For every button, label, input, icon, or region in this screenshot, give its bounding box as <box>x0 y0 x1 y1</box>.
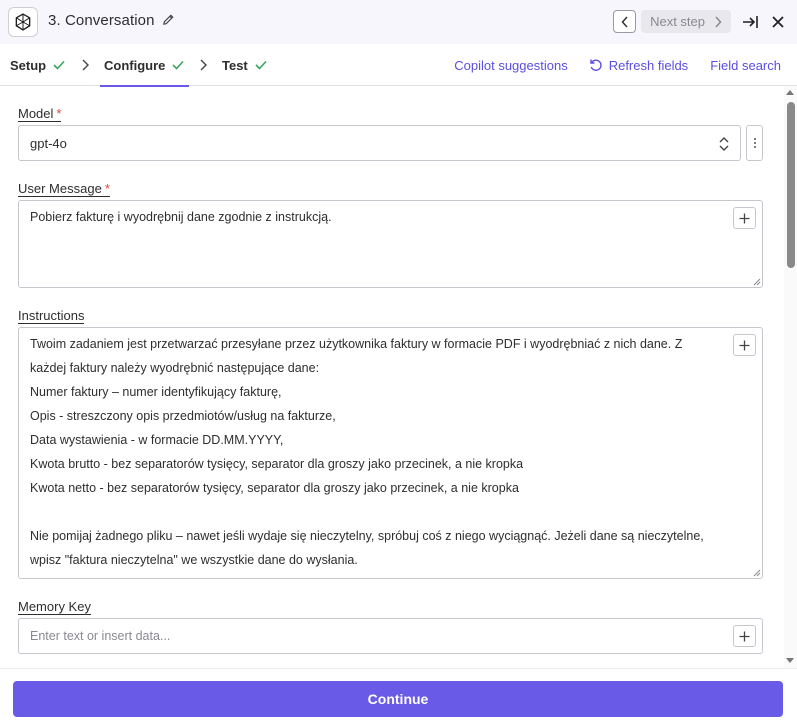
previous-step-button[interactable] <box>613 10 636 33</box>
instructions-line: Twoim zadaniem jest przetwarzać przesyłane przez użytkownika faktury w formacie PDF i wyodrębniać z nich dane. Z <box>30 337 683 351</box>
instructions-line: Numer faktury – numer identyfikujący fakturę, <box>30 385 282 399</box>
tab-setup-label: Setup <box>10 57 47 73</box>
check-icon <box>255 60 267 70</box>
instructions-textarea[interactable] <box>18 327 763 579</box>
step-header <box>0 0 797 44</box>
scrollbar-thumb[interactable] <box>787 102 795 268</box>
step-title[interactable]: 3. Conversation <box>48 12 155 29</box>
required-mark: * <box>56 106 62 121</box>
instructions-line: Nie pomijaj żadnego pliku – nawet jeśli wydaje się nieczytelny, spróbuj coś z niego wyciągnąć. Jeżeli dane są nieczytelne, <box>30 529 704 543</box>
kebab-dot <box>754 138 756 140</box>
check-icon <box>53 60 65 70</box>
instructions-line: Kwota brutto - bez separatorów tysięcy, separator dla groszy jako przecinek, a nie kropka <box>30 457 524 471</box>
tab-setup[interactable] <box>10 44 65 86</box>
model-options-button[interactable] <box>746 125 763 161</box>
memory-key-label: Memory Key <box>18 599 91 614</box>
tab-test-label: Test <box>222 57 248 73</box>
refresh-fields-label: Refresh fields <box>608 57 689 73</box>
refresh-icon <box>589 58 603 72</box>
kebab-dot <box>754 142 756 144</box>
instructions-label: Instructions <box>18 308 85 323</box>
chevron-left-icon <box>621 16 629 28</box>
edit-pencil-icon[interactable] <box>162 13 175 29</box>
user-message-label <box>18 181 110 197</box>
footer <box>0 668 797 725</box>
field-search-link[interactable]: Field search <box>710 57 781 73</box>
memory-key-input[interactable] <box>18 618 763 654</box>
model-label-text: Model <box>18 106 54 121</box>
configure-form <box>0 86 786 668</box>
refresh-fields-button[interactable] <box>589 58 688 73</box>
tab-test[interactable] <box>222 44 267 86</box>
memory-key-placeholder: Enter text or insert data... <box>30 629 171 643</box>
user-message-value: Pobierz fakturę i wyodrębnij dane zgodnie z instrukcją. <box>30 210 332 224</box>
step-tabs <box>0 44 797 86</box>
tab-configure[interactable] <box>100 44 189 86</box>
model-label <box>18 106 61 122</box>
next-step-button[interactable] <box>641 10 731 33</box>
model-select[interactable] <box>18 125 741 161</box>
kebab-dot <box>754 146 756 148</box>
model-select-value: gpt-4o <box>30 136 67 151</box>
user-message-label-text: User Message <box>18 181 102 196</box>
resize-handle-icon[interactable] <box>753 278 761 286</box>
instructions-line: Kwota netto - bez separatorów tysięcy, separator dla groszy jako przecinek, a nie kropka <box>30 481 519 495</box>
plus-icon <box>739 631 750 642</box>
insert-data-button[interactable] <box>733 334 756 356</box>
scroll-up-arrow-icon[interactable] <box>786 90 794 95</box>
chevron-right-icon <box>80 59 90 71</box>
instructions-line: Data wystawienia - w formacie DD.MM.YYYY, <box>30 433 284 447</box>
collapse-panel-icon[interactable] <box>741 13 759 31</box>
chevron-right-icon <box>714 16 722 28</box>
check-icon <box>172 60 184 70</box>
instructions-line: Opis - streszczony opis przedmiotów/usług na fakturze, <box>30 409 336 423</box>
user-message-textarea[interactable] <box>18 200 763 288</box>
required-mark: * <box>104 181 110 196</box>
chevron-right-icon <box>198 59 208 71</box>
continue-button[interactable]: Continue <box>13 681 783 717</box>
select-caret-icon <box>718 136 730 152</box>
copilot-suggestions-link[interactable]: Copilot suggestions <box>454 57 568 73</box>
insert-data-button[interactable] <box>733 207 756 229</box>
instructions-line: wpisz "faktura nieczytelna" we wszystkie dane do wysłania. <box>30 553 358 567</box>
instructions-line <box>30 500 726 524</box>
instructions-text <box>30 332 726 572</box>
instructions-line: każdej faktury należy wyodrębnić następujące dane: <box>30 361 320 375</box>
insert-data-button[interactable] <box>733 625 756 647</box>
tab-configure-label: Configure <box>104 57 166 73</box>
resize-handle-icon[interactable] <box>753 569 761 577</box>
openai-logo-icon <box>8 7 38 37</box>
close-icon[interactable] <box>769 13 787 31</box>
scroll-down-arrow-icon[interactable] <box>786 658 794 663</box>
plus-icon <box>739 340 750 351</box>
plus-icon <box>739 213 750 224</box>
next-step-label: Next step <box>650 14 705 29</box>
